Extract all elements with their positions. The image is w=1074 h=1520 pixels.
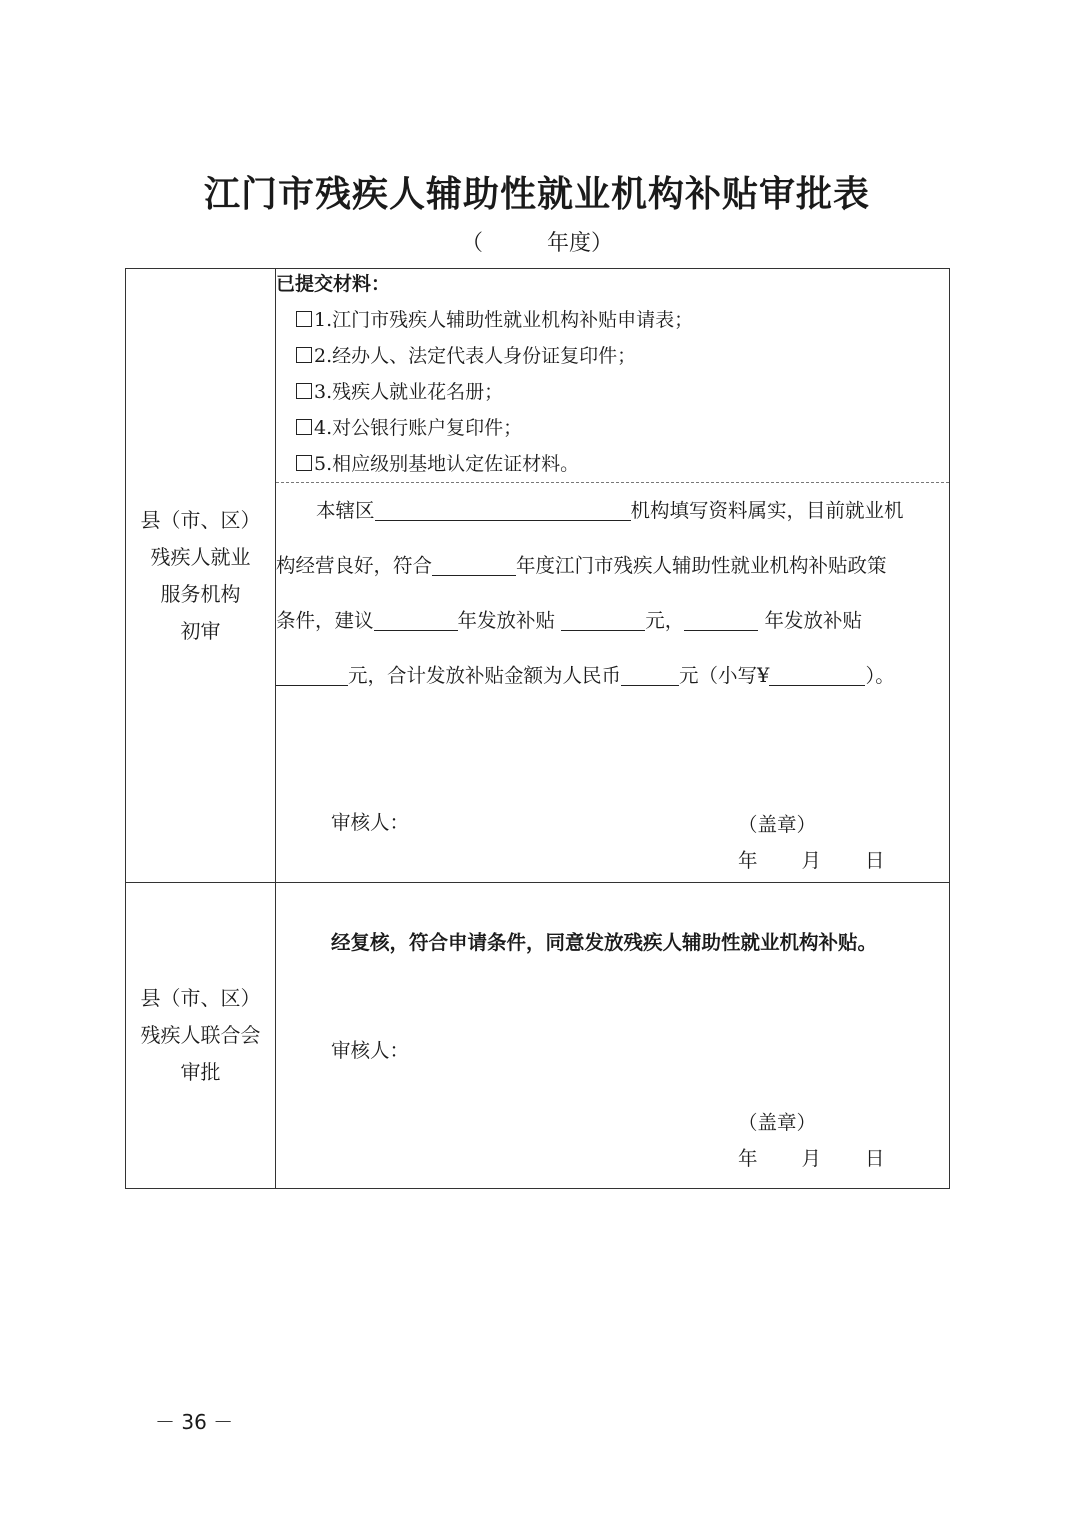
review-line-1 bbox=[276, 483, 949, 538]
amount2-blank[interactable] bbox=[276, 665, 348, 686]
review-text: 年度江门市残疾人辅助性就业机构补贴政策 bbox=[516, 554, 887, 577]
material-item bbox=[296, 446, 949, 482]
review-text: 本辖区 bbox=[316, 499, 375, 522]
reviewer-label: 审核人： bbox=[331, 1039, 410, 1062]
checkbox[interactable] bbox=[296, 455, 312, 471]
materials-cell bbox=[276, 269, 950, 483]
section1-label-line: 服务机构 bbox=[160, 581, 241, 606]
section1-label-line: 初审 bbox=[180, 618, 221, 643]
review-text: 年发放补贴 bbox=[457, 609, 556, 632]
review-text: 条件，建议 bbox=[276, 609, 374, 632]
date-month: 月 bbox=[801, 849, 822, 872]
stamp-block bbox=[738, 807, 885, 879]
material-text: 1.江门市残疾人辅助性就业机构补贴申请表； bbox=[314, 309, 694, 331]
material-text: 2.经办人、法定代表人身份证复印件； bbox=[314, 345, 637, 367]
year2-blank[interactable] bbox=[684, 610, 758, 631]
review-text: 元，合计发放补贴金额为人民币 bbox=[348, 664, 622, 687]
material-item bbox=[296, 410, 949, 446]
review-text: ）。 bbox=[865, 664, 895, 687]
material-item bbox=[296, 338, 949, 374]
section1-label bbox=[126, 269, 276, 883]
amount1-blank[interactable] bbox=[561, 610, 645, 631]
stamp-label: （盖章） bbox=[738, 1111, 817, 1134]
approval-table bbox=[125, 268, 950, 1189]
section1-label-line: 县（市、区） bbox=[140, 507, 261, 532]
checkbox[interactable] bbox=[296, 311, 312, 327]
approval-cell bbox=[276, 883, 950, 1189]
date-line bbox=[738, 843, 885, 879]
section2-label-line: 县（市、区） bbox=[140, 986, 261, 1010]
review-line-2 bbox=[276, 538, 949, 593]
material-text: 4.对公银行账户复印件； bbox=[314, 417, 523, 439]
page-number: － 36 － bbox=[155, 1410, 234, 1434]
material-text: 3.残疾人就业花名册； bbox=[314, 381, 504, 403]
section2-label-line: 审批 bbox=[180, 1060, 221, 1084]
section1-label-line: 残疾人就业 bbox=[150, 544, 251, 569]
year-label: 年度） bbox=[547, 231, 614, 256]
date-year: 年 bbox=[738, 1147, 758, 1170]
stamp-block bbox=[738, 1105, 885, 1177]
checkbox[interactable] bbox=[296, 383, 312, 399]
material-item bbox=[296, 302, 949, 338]
year-line bbox=[0, 226, 1074, 257]
material-item bbox=[296, 374, 949, 410]
total-blank[interactable] bbox=[621, 665, 679, 686]
review-text: 元（小写¥ bbox=[679, 664, 770, 687]
checkbox[interactable] bbox=[296, 347, 312, 363]
review-line-3 bbox=[276, 593, 949, 648]
year1-blank[interactable] bbox=[374, 610, 458, 631]
date-month: 月 bbox=[801, 1147, 822, 1170]
year-open-paren: （ bbox=[460, 231, 483, 256]
review-text: 构经营良好，符合 bbox=[276, 554, 433, 577]
district-blank[interactable] bbox=[375, 500, 631, 521]
checkbox[interactable] bbox=[296, 419, 312, 435]
form-title: 江门市残疾人辅助性就业机构补贴审批表 bbox=[203, 174, 870, 215]
review-text: 机构填写资料属实，目前就业机 bbox=[630, 499, 904, 522]
reviewer-label: 审核人： bbox=[331, 811, 410, 834]
stamp-label: （盖章） bbox=[738, 813, 817, 836]
material-text: 5.相应级别基地认定佐证材料。 bbox=[314, 453, 580, 475]
date-year: 年 bbox=[738, 849, 758, 872]
review-cell bbox=[276, 483, 950, 883]
policy-year-blank[interactable] bbox=[432, 555, 516, 576]
section2-label bbox=[126, 883, 276, 1189]
date-line bbox=[738, 1141, 885, 1177]
date-day: 日 bbox=[865, 1147, 885, 1170]
review-text: 年发放补贴 bbox=[764, 609, 862, 632]
total-figure-blank[interactable] bbox=[769, 665, 865, 686]
section2-label-line: 残疾人联合会 bbox=[140, 1023, 261, 1047]
date-day: 日 bbox=[865, 849, 885, 872]
materials-heading: 已提交材料： bbox=[276, 273, 391, 295]
approval-statement: 经复核，符合申请条件，同意发放残疾人辅助性就业机构补贴。 bbox=[331, 931, 878, 954]
review-text: 元， bbox=[645, 609, 685, 632]
review-line-4 bbox=[276, 648, 949, 703]
